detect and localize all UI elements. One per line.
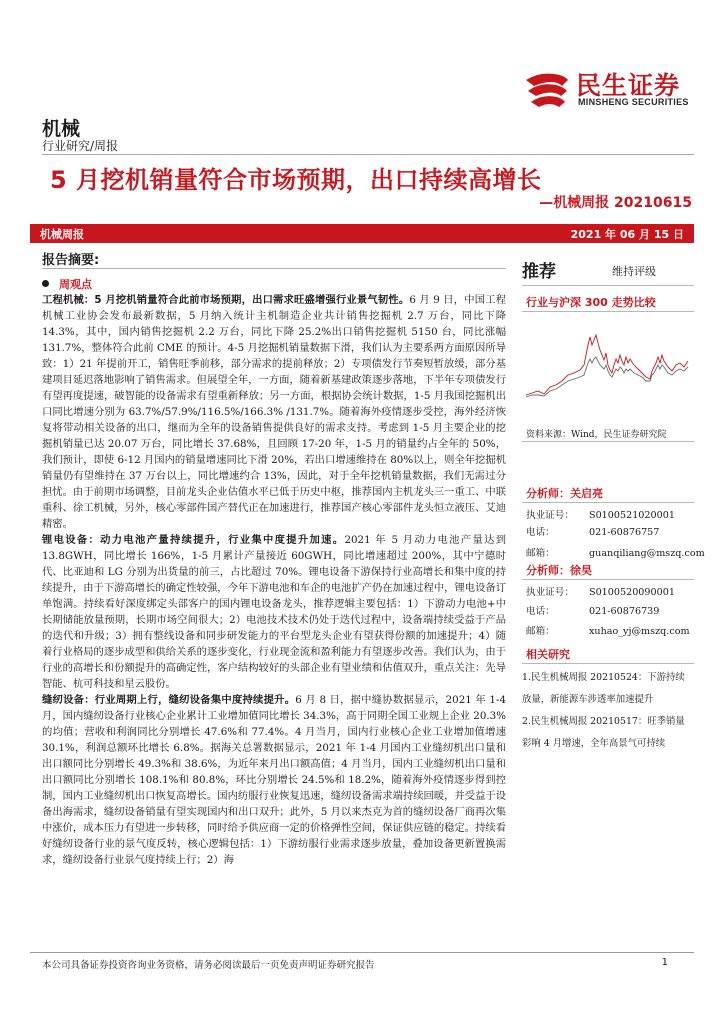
trend-title: 行业与沪深 300 走势比较 <box>526 296 656 309</box>
paragraph-construction <box>42 292 506 532</box>
related-item[interactable]: 2.民生机械周报 20210517：旺季销量彩响 4 月增速，全年高景气可持续 <box>522 716 685 749</box>
sidebar-divider <box>522 579 694 580</box>
paragraph-lithium <box>42 532 506 692</box>
abstract-body <box>42 292 506 940</box>
info-key: 电话： <box>526 606 555 617</box>
footer-divider <box>30 952 694 953</box>
report-title: 5 月挖机销量符合市场预期，出口持续高增长 <box>50 166 542 194</box>
analyst-info-row <box>526 584 675 598</box>
paragraph-lead: 锂电设备：动力电池产量持续提升，行业集中度提升加速。 <box>42 534 345 546</box>
paragraph-text: 6 月 8 日，据中缝协数据显示，2021 年 1-4 月，国内缝纫设备行业核心企业累计工业增加值同比增长 34.3%，高于同期全国工业规上企业 20.3%的均值；营收和利润同比分别增长 47.6%和 77.4%。4 月当月，国内行业核心企业工业增加值增速 30.1%，利润总额环比增长 6.8%。据海关总署数据显示，2021 年 1-4 月国内工业缝纫机出口量和出口额同比分别增长 49.3%和 38.6%，为近年来月出口额高值；4 月当月，国内工业缝纫机出口量和出口额同比分别增长 108.1%和 80.8%，环比分别增长 24.5%和 18.2%，随着海外疫情逐步得到控制，国内工业缝纫机出口恢复高增长。国内纺服行业恢复迅速，缝纫设备需求端持续回暖，并受益于设备出海需求，缝纫设备销量有望实现国内和出口双升；此外，5 月以来杰克为首的缝纫设备厂商再次集中涨价，成本压力有望进一步转移，同时给予供应商一定的价格弹性空间，保证供应链的稳定。持续看好缝纫设备行业的景气度反转，核心逻辑包括：1）下游纺服行业需求逐步放量，叠加设备更新置换需求，缝纫设备行业景气度持续上行；2）海 <box>42 694 506 866</box>
bullet-icon <box>42 280 49 287</box>
analyst-info-row <box>526 603 659 617</box>
rating-note: 维持评级 <box>612 265 656 278</box>
brand-name-cn: 民生证券 <box>576 71 681 100</box>
analyst-email-link[interactable]: xuhao_yj@mszq.com <box>589 626 690 637</box>
analyst-email-link[interactable]: guanqiliang@mszq.com <box>589 548 705 559</box>
sidebar-divider <box>522 663 694 664</box>
analyst-info-row <box>526 623 690 637</box>
report-type: 行业研究/周报 <box>42 139 119 153</box>
banner-series-name: 机械周报 <box>40 228 84 241</box>
weekly-view-label: 周观点 <box>59 278 92 291</box>
series-line-industry <box>526 335 688 395</box>
abstract-divider <box>42 268 506 269</box>
info-key: 邮箱： <box>526 626 555 637</box>
banner-date: 2021 年 06 月 15 日 <box>570 228 684 241</box>
paragraph-text: 6 月 9 日，中国工程机械工业协会发布最新数据，5 月纳入统计主机制造企业共计销售挖掘机 2.7 万台，同比下降 14.3%，其中，国内销售挖掘机 2.2 万台，同比下降 25.2%出口销售挖掘机 5150 台，同比涨幅 131.7%，整体符合此前 CME 的预计。4-5 月挖掘机销量数据下滑，我们认为主要系两方面原因所导致：1）21 年提前开工，销售旺季前移，部分需求的提前释放；2）专项债发行节奏短暂放缓，部分基建项目延迟落地影响了销售需求。但展望全年，一方面，随着新基建政策逐步落地，下半年专项债发行有望再度提速，破智能的设备需求有望重新释放；另一方面，根据协会统计数据，1-5 月我国挖掘机出口同比增速分别为 63.7%/57.9%/116.5%/166.3% /131.7%。随着海外疫情逐步受控，海外经济恢复将带动相关设备的出口，继而为全年的设备销售提供良好的需求支持。考虑到 1-5 月主要企业的挖掘机销量已达 20.07 万台，同比增长 37.68%，且回顾 17-20 年，1-5 月的销量约占全年的 50%，我们预计，即使 6-12 月国内的销量增速同比下滑 20%，若出口增速维持在 80%以上，则全年挖掘机销量仍有望维持在 37 万台以上，同比增速约合 13%，因此，对于全年挖机销量数据，我们无需过分担忧。由于前期市场调整，目前龙头企业估值水平已低于历史中枢，推荐国内主机龙头三一重工、中联重科、徐工机械，另外，核心零部件国产替代正在加速进行，推荐国产核心零部件龙头恒立液压、艾迪精密。 <box>42 294 506 530</box>
info-value: S0100521020001 <box>589 510 675 521</box>
trend-source: 资料来源：Wind，民生证券研究院 <box>526 430 667 440</box>
analyst-title: 分析师：徐昊 <box>526 564 592 577</box>
analyst-info-row <box>526 524 659 538</box>
brand-logo <box>524 66 694 110</box>
report-banner <box>30 224 694 243</box>
paragraph-text: 2021 年 5 月动力电池产量达到 13.8GWH，同比增长 166%，1-5 月累计产量接近 60GWH，同比增速超过 200%，其中宁德时代、比亚迪和 LG 分别为出货量的前三，占比超过 70%。锂电设备下游保持行业高增长和集中度的持续提升，由于下游高增长的确定性较强，今年下游电池和车企的电池扩产仍在加速过程中，锂电设备订单饱满。持续看好深度绑定头部客户的国内锂电设备龙头，推荐逻辑主要包括：1）下游动力电池+中长期储能放量预期，长期市场空间很大；2）电池技术技术仍处于迭代过程中，设备端持续受益于产品的迭代和升级；3）拥有整线设备和同步研发能力的平台型龙头企业有望获得份额的加速提升；4）随着行业格局的逐步成型和供给关系的逐步变化，行业现金流和盈利能力有望逐步改善。我们认为，由于行业的高增长和份额提升的高确定性，客户结构较好的头部企业有望业绩和估值双升，重点关注：先导智能、杭可科技和星云股份。 <box>42 534 506 690</box>
series-line-index <box>526 357 688 397</box>
paragraph-lead: 工程机械：5 月挖机销量符合此前市场预期，出口需求旺盛增强行业景气韧性。 <box>42 294 410 306</box>
weekly-view-heading <box>42 276 92 292</box>
footer-disclaimer: 本公司具备证券投资咨询业务资格，请务必阅读最后一页免责声明证券研究报告 <box>42 960 375 971</box>
related-title: 相关研究 <box>526 648 570 661</box>
related-item[interactable]: 1.民生机械周报 20210524：下游持续放量，新能源车涉透率加速提升 <box>522 672 685 705</box>
sidebar-divider <box>522 311 694 312</box>
info-value: S0100520090001 <box>589 587 675 598</box>
analyst-info-row <box>526 507 675 521</box>
info-key: 邮箱： <box>526 548 555 559</box>
analyst-title: 分析师：关启亮 <box>526 487 603 500</box>
info-key: 执业证号： <box>526 510 574 521</box>
analyst-info-row <box>526 545 705 559</box>
sidebar-divider <box>522 285 694 286</box>
trend-chart <box>522 315 694 425</box>
industry-label: 机械 <box>42 118 81 140</box>
info-value: 021-60876757 <box>589 527 660 538</box>
paragraph-lead: 缝纫设备：行业周期上行，缝纫设备集中度持续提升。 <box>42 694 296 706</box>
sidebar-divider <box>522 502 694 503</box>
page-number: 1 <box>661 957 668 968</box>
brand-name-en: MINSHENG SECURITIES <box>578 97 689 107</box>
brand-logo-icon <box>524 66 570 110</box>
sidebar-divider <box>522 441 694 442</box>
info-key: 电话： <box>526 527 555 538</box>
rating-label: 推荐 <box>522 262 556 282</box>
header-divider <box>42 154 694 155</box>
report-subtitle: —机械周报 20210615 <box>539 195 692 211</box>
info-key: 执业证号： <box>526 587 574 598</box>
info-value: 021-60876739 <box>589 606 660 617</box>
paragraph-sewing <box>42 692 506 868</box>
abstract-title: 报告摘要: <box>42 253 100 268</box>
